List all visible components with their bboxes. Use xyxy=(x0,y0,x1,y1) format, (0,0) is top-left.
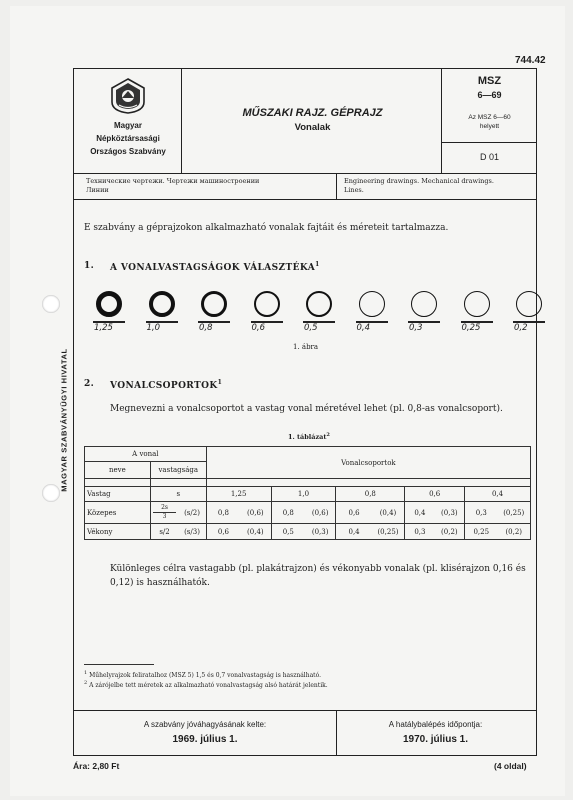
section-1-number: 1. xyxy=(84,261,95,271)
formula-denominator: 3 xyxy=(162,513,167,520)
footnote-mark: 2 xyxy=(84,680,88,686)
value-cell: 0,8 xyxy=(206,502,240,524)
russian-title-line-1: Технические чертежи. Чертежи машиностроении xyxy=(86,177,260,185)
line-weight-circle xyxy=(411,291,437,317)
table-row-kozepes xyxy=(85,502,531,524)
value-cell: 0,6 xyxy=(336,502,372,524)
footnote-2 xyxy=(84,678,328,691)
effective-label: A hatálybalépés időpontja: xyxy=(388,720,483,729)
value-cell-min: (0,3) xyxy=(305,524,336,540)
value-cell: 0,4 xyxy=(405,502,435,524)
line-weight-label: 0,3 xyxy=(409,323,423,333)
replaces-line-1: Az MSZ 6—60 xyxy=(468,114,511,121)
section-2-title: VONALCSOPORTOK xyxy=(110,381,218,391)
issuer-line-1: Magyar xyxy=(113,121,142,130)
value-cell: 0,4 xyxy=(465,487,531,502)
approval-label: A szabvány jóváhagyásának kelte: xyxy=(143,720,267,729)
row-formula xyxy=(150,502,178,524)
footnote-ref: 1 xyxy=(315,261,320,268)
line-weight-circle xyxy=(201,291,227,317)
section-1-heading xyxy=(110,261,320,273)
header-vastagsaga: vastagsága xyxy=(150,462,206,479)
table-row-vekony xyxy=(85,524,531,540)
value-cell-min: (0,4) xyxy=(372,502,405,524)
figure-caption: 1. ábra xyxy=(293,343,319,351)
value-cell-min: (0,3) xyxy=(435,502,465,524)
header-box xyxy=(73,68,537,174)
value-cell: 0,6 xyxy=(206,524,240,540)
line-weight-label: 0,8 xyxy=(199,323,213,333)
id-cell-divider xyxy=(442,142,536,143)
effective-date: 1970. július 1. xyxy=(402,734,469,745)
row-formula-note: (s/3) xyxy=(178,524,206,540)
issuer-line-3: Országos Szabvány xyxy=(90,147,166,156)
msz-number: 6—69 xyxy=(477,90,502,100)
line-weight-label: 0,4 xyxy=(356,323,371,333)
header-neve: neve xyxy=(85,462,151,479)
table-spacer-row xyxy=(85,479,531,487)
section-2-text: Megnevezni a vonalcsoportot a vastag vonal méretével lehet (pl. 0,8-as vonalcsoport). xyxy=(110,404,503,414)
value-cell-min: (0,4) xyxy=(240,524,271,540)
value-cell-min: (0,2) xyxy=(497,524,530,540)
price: Ára: 2,80 Ft xyxy=(73,761,120,771)
value-cell: 0,3 xyxy=(465,502,498,524)
line-groups-table xyxy=(84,446,531,540)
standard-title: MŰSZAKI RAJZ. GÉPRAJZ xyxy=(242,107,383,119)
row-name: Vastag xyxy=(85,487,151,502)
punch-hole xyxy=(42,484,60,502)
english-title-line-2: Lines. xyxy=(344,186,364,194)
russian-title-line-2: Линии xyxy=(86,186,109,194)
section-2-heading xyxy=(110,379,222,391)
section-2-number: 2. xyxy=(84,379,95,389)
section-1-title: A VONALVASTAGSÁGOK VÁLASZTÉKA xyxy=(110,263,316,273)
value-cell-min: (0,25) xyxy=(372,524,405,540)
row-formula: s/2 xyxy=(150,524,178,540)
state-emblem-icon xyxy=(111,78,145,114)
line-weight-label: 0,5 xyxy=(304,323,318,333)
line-weight-circle xyxy=(149,291,175,317)
footnote-text: A zárójelbe tett méretek az alkalmazható vonalvastagság alsó határát jelentik. xyxy=(89,682,328,689)
issuer-line-2: Népköztársasági xyxy=(96,134,160,143)
line-weight-label: 0,25 xyxy=(461,323,481,333)
table-caption xyxy=(288,432,330,441)
header-vonalcsoportok: Vonalcsoportok xyxy=(206,447,530,479)
issuer-cell xyxy=(74,69,182,173)
line-weight-label: 1,0 xyxy=(146,323,161,333)
line-weight-circle xyxy=(96,291,122,317)
msz-label: MSZ xyxy=(477,75,502,87)
value-cell: 0,25 xyxy=(465,524,498,540)
line-weight-circle xyxy=(254,291,280,317)
document-number: 744.42 xyxy=(515,55,546,66)
footnote-text: Műhelyrajzok feliratalhoz (MSZ 5) 1,5 és 0,7 vonalvastagság is használható. xyxy=(89,672,321,679)
approval-date: 1969. július 1. xyxy=(172,734,238,745)
value-cell: 0,5 xyxy=(271,524,305,540)
table-header-row xyxy=(85,447,531,462)
value-cell-min: (0,2) xyxy=(435,524,465,540)
approval-box xyxy=(73,710,537,756)
table-row-vastag xyxy=(85,487,531,502)
value-cell-min: (0,6) xyxy=(240,502,271,524)
value-cell-min: (0,6) xyxy=(305,502,336,524)
line-weight-label: 0,6 xyxy=(251,323,266,333)
footnote-ref: 1 xyxy=(217,379,223,386)
special-use-text: Különleges célra vastagabb (pl. plakátrajzon) és vékonyabb vonalak (pl. klisérajzon 0,16 és 0,12) is használhatók. xyxy=(110,564,526,588)
value-cell: 0,8 xyxy=(336,487,405,502)
table-caption-text: 1. táblázat xyxy=(288,433,327,442)
row-formula-note: (s/2) xyxy=(178,502,206,524)
standard-id-cell xyxy=(441,69,536,173)
footnote-rule xyxy=(84,664,154,665)
value-cell: 1,25 xyxy=(206,487,271,502)
punch-hole xyxy=(42,295,60,313)
value-cell: 0,4 xyxy=(336,524,372,540)
value-cell: 0,3 xyxy=(405,524,435,540)
approval-divider xyxy=(336,711,337,755)
value-cell: 1,0 xyxy=(271,487,336,502)
value-cell-min: (0,25) xyxy=(497,502,530,524)
row-name: Közepes xyxy=(85,502,151,524)
row-formula: s xyxy=(150,487,206,502)
line-weight-label: 1,25 xyxy=(94,323,113,333)
line-weight-circle xyxy=(359,291,385,317)
translations-divider xyxy=(336,174,337,199)
standard-subtitle: Vonalak xyxy=(294,122,331,133)
translations-row xyxy=(73,174,537,200)
footnote-ref: 2 xyxy=(326,432,330,438)
replaces-line-2: helyett xyxy=(479,123,500,130)
line-weight-label: 0,2 xyxy=(514,323,528,333)
footnote-mark: 1 xyxy=(84,670,88,676)
header-a-vonal: A vonal xyxy=(85,447,207,462)
line-weight-circle xyxy=(464,291,490,317)
english-title-line-1: Engineering drawings. Mechanical drawings. xyxy=(344,177,494,185)
value-cell: 0,8 xyxy=(271,502,305,524)
intro-text: E szabvány a géprajzokon alkalmazható vonalak fajtáit és méreteit tartalmazza. xyxy=(84,223,449,233)
line-weight-circle xyxy=(306,291,332,317)
value-cell: 0,6 xyxy=(405,487,465,502)
row-name: Vékony xyxy=(85,524,151,540)
side-publisher-text: MAGYAR SZABVÁNYÜGYI HIVATAL xyxy=(59,348,69,492)
line-weight-circle xyxy=(516,291,542,317)
formula-numerator: 2s xyxy=(153,504,176,513)
page-count: (4 oldal) xyxy=(494,761,527,771)
group-code: D 01 xyxy=(479,152,499,162)
